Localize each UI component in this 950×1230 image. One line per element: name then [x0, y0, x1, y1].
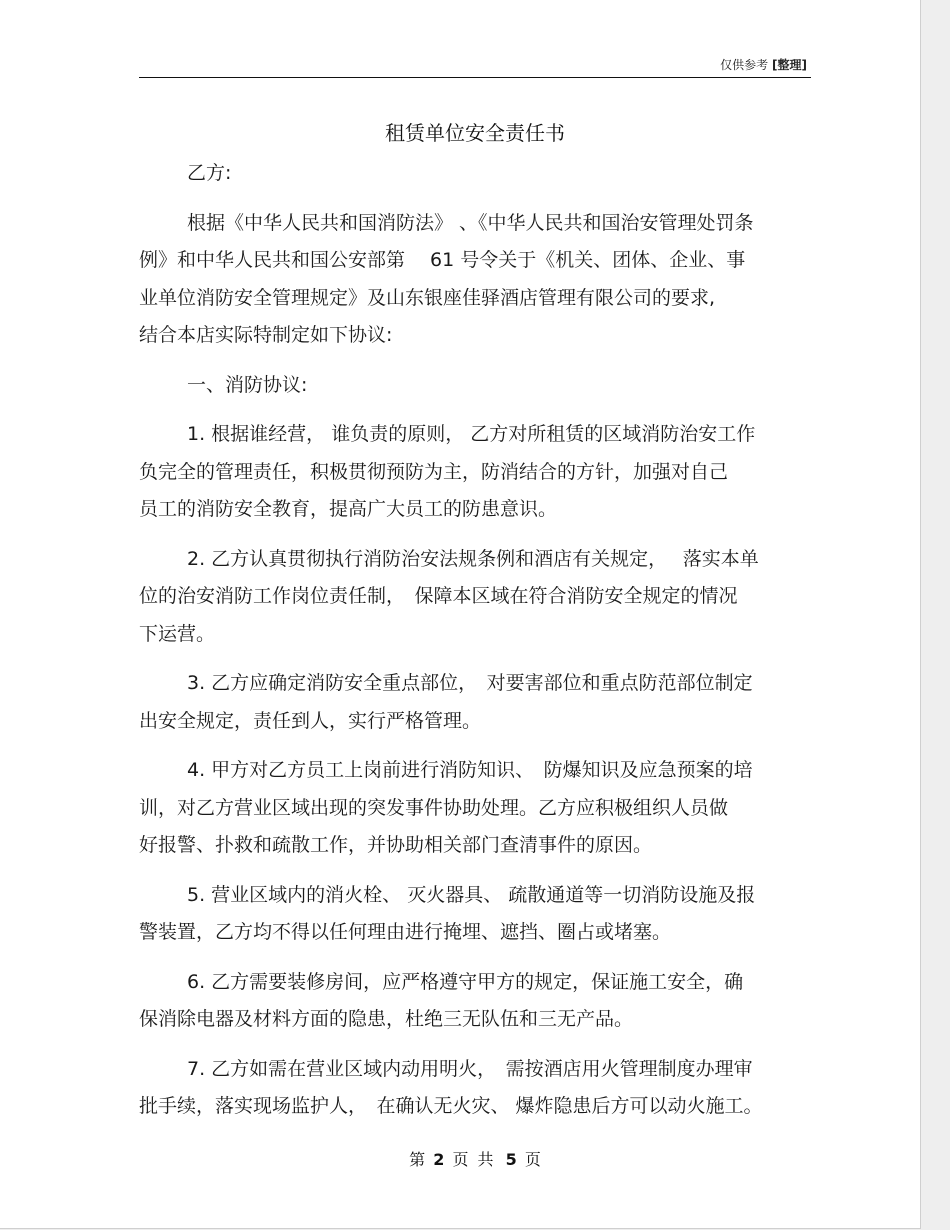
- header-divider: [139, 77, 811, 78]
- paragraph-line: 员工的消防安全教育，提高广大员工的防患意识。: [139, 498, 558, 520]
- clause-1: [139, 416, 819, 529]
- document-title: 租赁单位安全责任书: [385, 121, 565, 145]
- paragraph-line: 4. 甲方对乙方员工上岗前进行消防知识、 防爆知识及应急预案的培: [187, 759, 753, 781]
- header-note: [720, 56, 807, 73]
- paragraph-line: 2. 乙方认真贯彻执行消防治安法规条例和酒店有关规定， 落实本单: [187, 547, 759, 570]
- paragraph-line: 3. 乙方应确定消防安全重点部位， 对要害部位和重点防范部位制定: [187, 672, 753, 694]
- header-tag: [整理]: [772, 58, 807, 72]
- clause-5: [139, 877, 819, 952]
- intro-paragraph: [139, 205, 819, 355]
- paragraph-line: 负完全的管理责任，积极贯彻预防为主，防消结合的方针，加强对自己: [139, 460, 729, 483]
- current-page-number: 2: [433, 1150, 445, 1169]
- paragraph-line: 7. 乙方如需在营业区域内动用明火， 需按酒店用火管理制度办理审: [187, 1057, 753, 1080]
- clause-7: [139, 1051, 819, 1126]
- clause-3: [139, 665, 819, 740]
- paragraph-line: 批手续，落实现场监护人， 在确认无火灾、 爆炸隐患后方可以动火施工。: [139, 1095, 763, 1117]
- paragraph-line: 例》和中华人民共和国公安部第 61 号令关于《机关、团体、企业、事: [139, 249, 746, 271]
- total-page-number: 5: [505, 1150, 517, 1169]
- paragraph-line: 根据《中华人民共和国消防法》 、《中华人民共和国治安管理处罚条: [187, 211, 754, 234]
- paragraph-line: 5. 营业区域内的消火栓、 灭火器具、 疏散通道等一切消防设施及报: [187, 883, 756, 906]
- footer-suffix: 页: [524, 1150, 541, 1169]
- section-heading: 一、消防协议:: [187, 373, 308, 396]
- header-note-text: 仅供参考: [720, 58, 769, 72]
- paragraph-line: 业单位消防安全管理规定》及山东银座佳驿酒店管理有限公司的要求,: [139, 286, 716, 309]
- footer-prefix: 第: [409, 1150, 426, 1169]
- paragraph-line: 结合本店实际特制定如下协议:: [139, 324, 393, 346]
- paragraph-line: 警装置，乙方均不得以任何理由进行掩埋、遮挡、圈占或堵塞。: [139, 921, 672, 943]
- footer-total-word: 共: [477, 1150, 494, 1169]
- paragraph-line: 出安全规定，责任到人，实行严格管理。: [139, 709, 482, 732]
- paragraph-line: 下运营。: [139, 622, 216, 645]
- party-line: 乙方:: [187, 162, 232, 184]
- paragraph-line: 位的治安消防工作岗位责任制， 保障本区域在符合消防安全规定的情况: [139, 585, 738, 607]
- clause-6: [139, 964, 819, 1039]
- paragraph-line: 好报警、扑救和疏散工作，并协助相关部门查清事件的原因。: [139, 834, 653, 856]
- clause-2: [139, 541, 819, 654]
- paragraph-line: 保消除电器及材料方面的隐患，杜绝三无队伍和三无产品。: [139, 1008, 634, 1030]
- paragraph-line: 训，对乙方营业区域出现的突发事件协助处理。乙方应积极组织人员做: [139, 796, 729, 819]
- document-body: [139, 155, 819, 1126]
- paragraph-line: 6. 乙方需要装修房间，应严格遵守甲方的规定，保证施工安全，确: [187, 970, 744, 993]
- page-footer: [139, 1147, 811, 1170]
- clause-4: [139, 752, 819, 865]
- paragraph-line: 1. 根据谁经营， 谁负责的原则， 乙方对所租赁的区域消防治安工作: [187, 423, 756, 445]
- footer-page-word: 页: [452, 1150, 469, 1169]
